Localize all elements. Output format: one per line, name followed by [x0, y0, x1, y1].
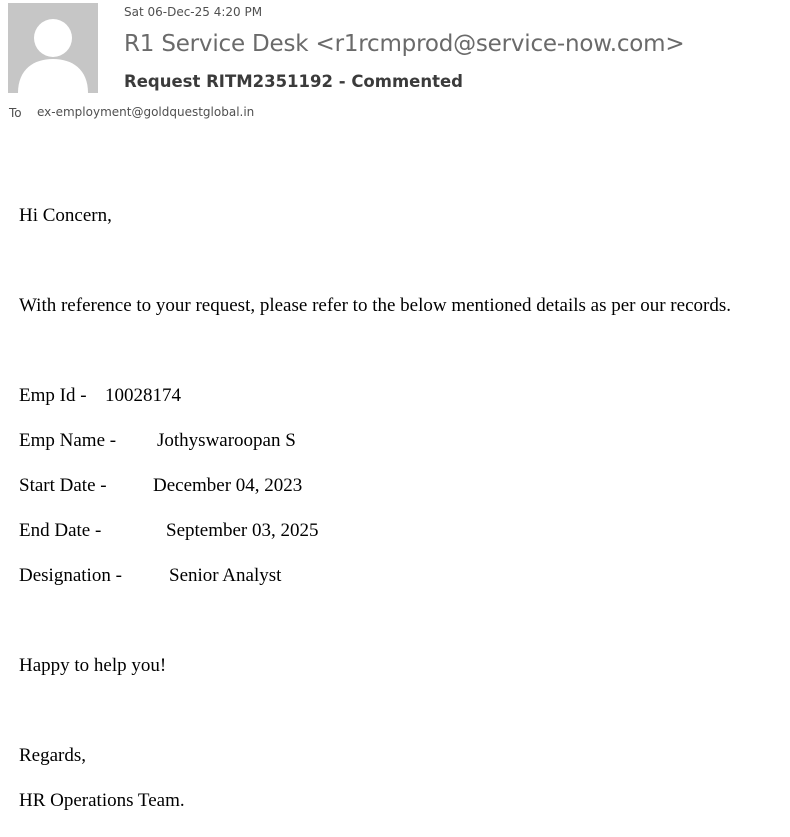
emp-name-label: Emp Name - [19, 430, 117, 451]
to-label: To [9, 106, 22, 120]
regards-text: Regards, [19, 745, 87, 766]
emp-id-row [19, 385, 619, 407]
emp-name-row [19, 430, 619, 452]
start-date-row [19, 475, 619, 497]
sender-avatar-icon[interactable] [8, 3, 98, 93]
closing-text: Happy to help you! [19, 655, 167, 676]
signature-text: HR Operations Team. [19, 790, 185, 811]
start-date-value: December 04, 2023 [153, 475, 303, 496]
end-date-label: End Date - [19, 520, 102, 541]
sender-name[interactable]: R1 Service Desk <r1rcmprod@service-now.com> [124, 31, 685, 57]
designation-row [19, 565, 619, 587]
email-subject: Request RITM2351192 - Commented [124, 72, 463, 91]
intro-text: With reference to your request, please refer to the below mentioned details as per our records. [19, 295, 731, 316]
email-header [0, 0, 790, 130]
emp-id-label: Emp Id - [19, 385, 87, 406]
start-date-label: Start Date - [19, 475, 107, 496]
end-date-value: September 03, 2025 [166, 520, 319, 541]
emp-name-value: Jothyswaroopan S [157, 430, 296, 451]
greeting-text: Hi Concern, [19, 205, 112, 226]
emp-id-value: 10028174 [105, 385, 181, 406]
designation-label: Designation - [19, 565, 122, 586]
end-date-row [19, 520, 619, 542]
recipient-address[interactable]: ex-employment@goldquestglobal.in [37, 105, 255, 119]
sent-date: Sat 06-Dec-25 4:20 PM [124, 5, 263, 19]
designation-value: Senior Analyst [169, 565, 282, 586]
